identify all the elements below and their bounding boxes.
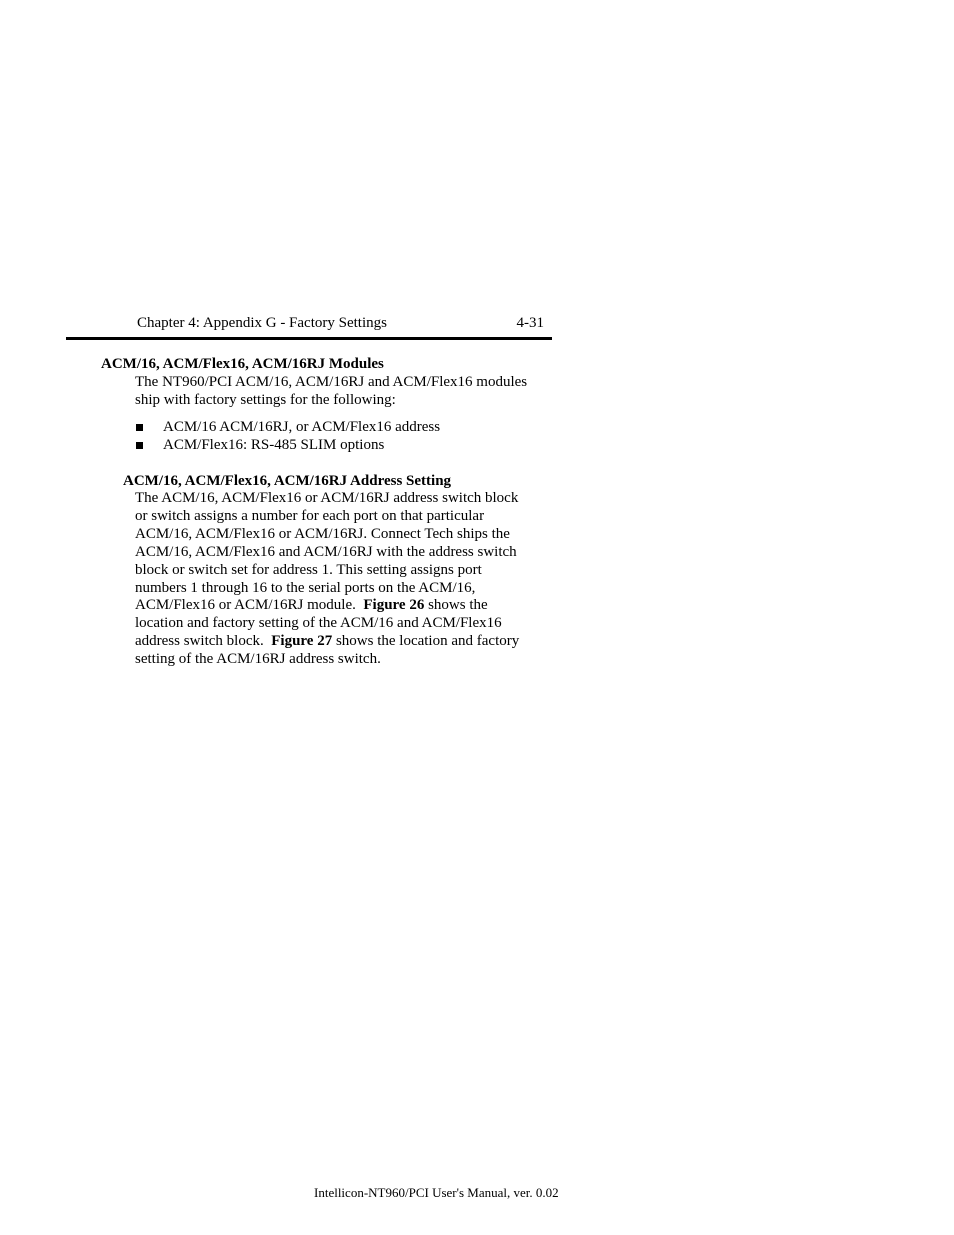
page-number: 4-31 xyxy=(516,315,544,331)
intro-line: The NT960/PCI ACM/16, ACM/16RJ and ACM/Flex16 modules xyxy=(135,374,528,390)
subsection-heading: ACM/16, ACM/Flex16, ACM/16RJ Address Setting xyxy=(123,473,452,489)
body-text: ACM/Flex16 or ACM/16RJ module. xyxy=(135,597,364,614)
list-item xyxy=(135,436,440,454)
body-text: address switch block. xyxy=(135,633,272,650)
subsection-body xyxy=(135,490,545,669)
figure-26-reference: Figure 26 xyxy=(363,597,425,614)
section-intro xyxy=(135,373,555,409)
section-heading: ACM/16, ACM/Flex16, ACM/16RJ Modules xyxy=(101,356,384,372)
body-line: The ACM/16, ACM/Flex16 or ACM/16RJ address switch block xyxy=(135,490,519,506)
body-line: location and factory setting of the ACM/16 and ACM/Flex16 xyxy=(135,615,502,632)
intro-line: ship with factory settings for the following: xyxy=(135,392,396,408)
page-header xyxy=(66,313,552,340)
square-bullet-icon xyxy=(136,424,143,431)
square-bullet-icon xyxy=(136,442,143,449)
body-line xyxy=(135,633,545,651)
body-line: ACM/16, ACM/Flex16 or ACM/16RJ. Connect Tech ships the xyxy=(135,525,510,542)
bullet-text: ACM/16 ACM/16RJ, or ACM/Flex16 address xyxy=(163,419,441,435)
body-line: numbers 1 through 16 to the serial ports on the ACM/16, xyxy=(135,579,476,596)
body-line: ACM/16, ACM/Flex16 and ACM/16RJ with the address switch xyxy=(135,543,517,560)
body-text: shows the xyxy=(424,597,488,614)
body-line: setting of the ACM/16RJ address switch. xyxy=(135,651,381,668)
list-item xyxy=(135,418,440,436)
figure-27-reference: Figure 27 xyxy=(271,633,333,650)
bullet-text: ACM/Flex16: RS-485 SLIM options xyxy=(163,437,385,453)
page-footer: Intellicon-NT960/PCI User's Manual, ver. 0.02 xyxy=(314,1185,559,1200)
body-line xyxy=(135,597,545,615)
body-text: shows the location and factory xyxy=(332,633,520,650)
bullet-list xyxy=(135,418,440,454)
body-line: or switch assigns a number for each port on that particular xyxy=(135,507,485,524)
chapter-title: Chapter 4: Appendix G - Factory Settings xyxy=(137,315,387,331)
body-line: block or switch set for address 1. This setting assigns port xyxy=(135,561,482,578)
